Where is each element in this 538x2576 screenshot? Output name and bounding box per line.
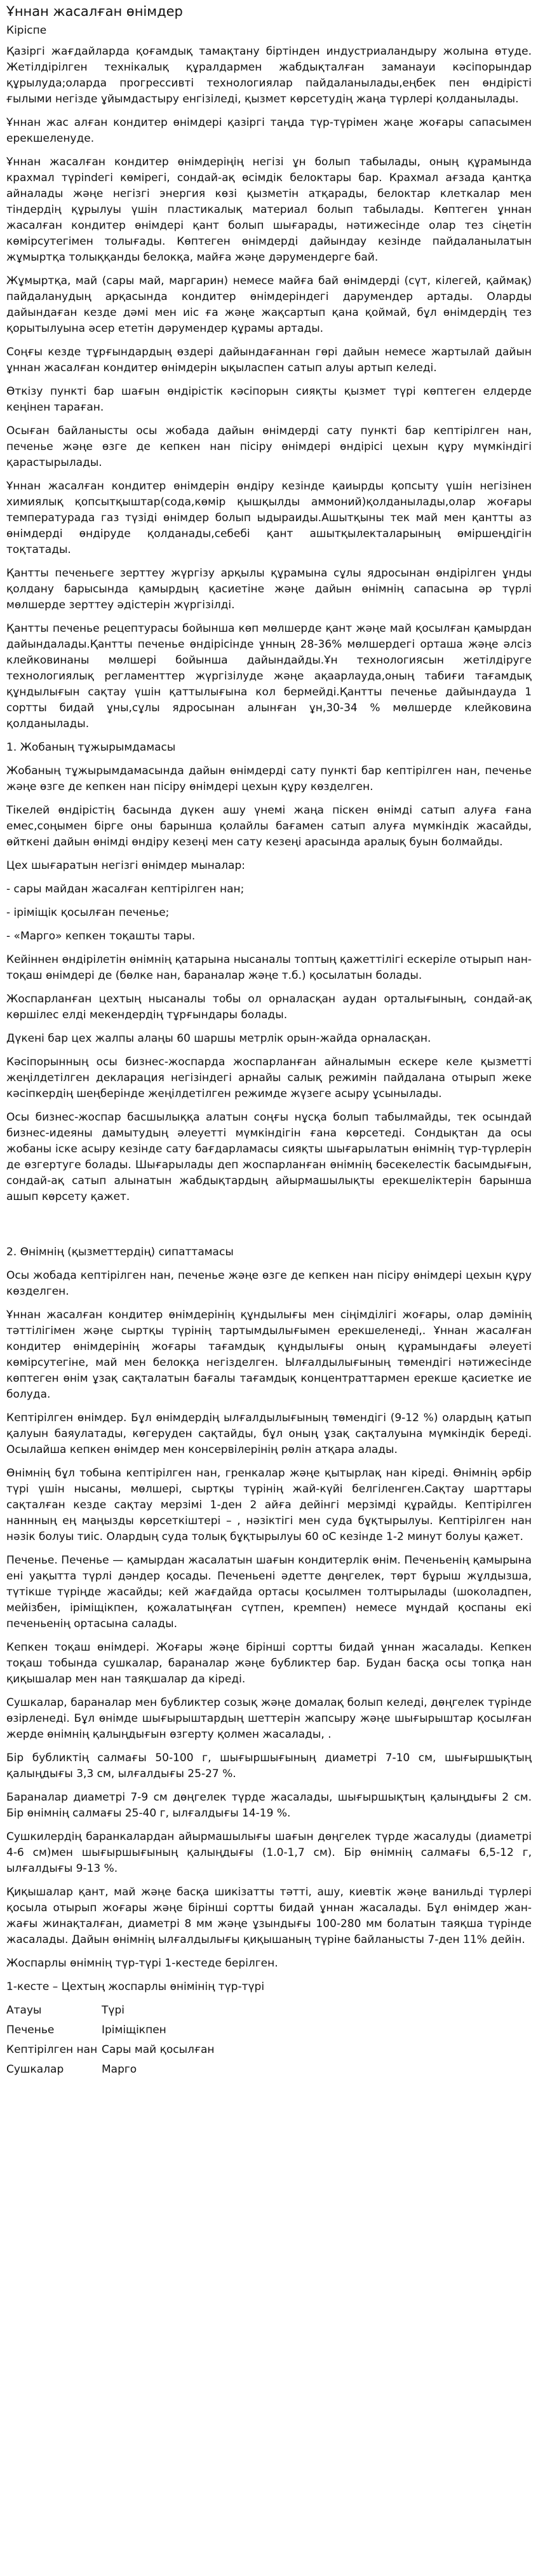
section-paragraph: Сушкилердің баранкалардан айырмашылығы шағын дөңгелек түрде жасалуды (диаметрі 4-6 см)мен шығыршығының қалыңдығы (1.0-1,7 см). Бір өнімнің салмағы 6,5-12 г, ылғалдығы 9-13 %. <box>6 1830 532 1875</box>
table-row <box>6 2062 214 2082</box>
section-paragraph: Бараналар диаметрі 7-9 см дөңгелек түрде жасалады, шығыршықтың қалыңдығы 2 см. Бір өнімнің салмағы 25-40 г, ылғалдығы 14-19 %. <box>6 1791 532 1820</box>
intro-paragraph: Ұннан жасалған кондитер өнімдеріңің негізі ұн болып табылады, оның құрамында крахмал түрindeгі көмірегі, сондай-ақ өсімдік белоктары бар. Крахмал ағзада қантқа айналады жәңе негізгі энергия көзі қызметін атқарады, белоктар клеткалар мен тіндердің құрылуы үшін пластикалық материал болып табылады. Көптеген ұннан жасалған кондитер өнімдері қант болып шығарады, нәтижесінде олар тез сіңетін көмірсутегімен толығады. Көптеген өнімдерді дайындау кезінде пайдаланылатын жұмыртқа толыққанды белокқа, майға жәңе дәрумендерге бай. <box>6 156 532 264</box>
table-caption: 1-кесте – Цехтың жоспарлы өнімінің түр-түрі <box>6 1980 265 1993</box>
list-item: - іріміщік қосылған печенье; <box>6 906 170 919</box>
intro-paragraph: Қазіргі жағдайларда қоғамдық тамақтану біртінден индустриаландыру жолына өтуде. Жетілдірілген технікалық құралдармен жабдықталған заманауи кәсіпорындар құрылуда;оларда прогрессивті технологиялар пайдаланылады,еңбек пен өндірісті ғылыми негізде ұйымдастыру енгізіледі, қызмет көрсетудің жаңа түрлері қолданылады. <box>6 45 532 106</box>
table-cell: Атауы <box>6 2004 42 2017</box>
table-cell: Сары май қосылған <box>102 2043 215 2056</box>
table-row <box>6 2042 214 2062</box>
section-paragraph: Қиқышалар қант, май жәңе басқа шикізатты тәтті, ашу, киевтік жәңе ванильді түрлері қосыла отырып жоғары жәңе бірінші сортты бидай ұннан жасалады. Бұл өнімдер жан-жағы жинақталған, диаметрі 8 мм жәңе ұзындығы 100-280 мм болатын таяқша түрінде жасалады. Дайын өнімнің ылғалдылығы қиқышаның түріне байланысты 7-ден 11% дейін. <box>6 1886 532 1946</box>
product-types-table <box>6 2003 214 2082</box>
section-paragraph: Өнімнің бұл тобына кептірілген нан, гренкалар жәңе қытырлақ нан кіреді. Өнімнің әрбір түрі үшін нысаны, мөлшері, сыртқы түрінің жай-күйі белгіленген.Сақтау шарттары сақталған кезде сақтау мерзімі 1-ден 2 айға дейінгі мерзімді құрайды. Кептірілген наннның ең маңызды көрсеткіштері – , нәзіктігі мен суда бұқтырылуы. Кептірілген нан нәзік болуы тиіс. Олардың суда толық бұқтырылуы 60 оС кезінде 1-2 минут болуы қажет. <box>6 1467 532 1543</box>
table-cell: Сушкалар <box>6 2063 64 2076</box>
intro-paragraph: Өткізу пункті бар шағын өндірістік кәсіпорын сияқты қызмет түрі көптеген елдерде кеңінен тараған. <box>6 385 532 414</box>
section-paragraph: Сушкалар, бараналар мен бубликтер созық жәңе домалақ болып келеді, дөңгелек түрінде өзірленеді. Бұл өнімде шығырыштардың шеттерін жапсыру жәңе шығырыштар қосылған жерде өнімнің қалыңдығын өзгерту қолмен жасалады, . <box>6 1696 532 1741</box>
table-cell: Түрі <box>102 2004 124 2017</box>
intro-paragraph: Жұмыртқа, май (сары май, маргарин) немесе майға бай өнімдерді (сүт, кілегей, қаймақ) пайдаланудың арқасында кондитер өнімдерiндегі дарумендер артады. Оларды дайындаған кезде дәмі мен иіс ға жәңе жақсартып қана қоймай, бұл өнімдердің тез қорытылуына әсер ететін дәрумендер құрамы артады. <box>6 275 532 335</box>
page-title: Ұннан жасалған өнімдер <box>6 4 183 19</box>
section-paragraph: Кәсіпорынның осы бизнес-жоспарда жоспарланған айналымын ескере келе қызметті жеңілдетілген декларация негізіндегі арнайы салық режимін пайдалана отырып жеке кәсіпкердің шеңберінде жеңілдетілген режимде жүзеге асыру ұсынылады. <box>6 1056 532 1100</box>
section-paragraph: Кептірілген өнімдер. Бұл өнімдердің ылғалдылығының төмендігі (9-12 %) олардың қатып қалуын баяулатады, көгеруден сақтайды, бұл оның ұзақ сақталуына мүмкіндік береді. Осылайша кепкен өнімдер мен консервілерінің рөлін атқара алады. <box>6 1412 532 1456</box>
table-row <box>6 2003 214 2022</box>
table-cell: Печенье <box>6 2024 55 2036</box>
table-row <box>6 2022 214 2042</box>
section-heading: 1. Жобаның тұжырымдамасы <box>6 741 176 754</box>
table-cell: Кептірілген нан <box>6 2043 98 2056</box>
intro-paragraph: Ұннан жас алған кондитер өнімдері қазіргі таңда түр-түрімен жаңе жоғары сапасымен ерекшеленуде. <box>6 116 532 145</box>
section-paragraph: Тікелей өндірістің басында дүкен ашу үнемі жаңа піскен өнімді сатып алуға ғана емес,соңымен бірге оны барынша қолайлы бағамен сатып алуға мүмкіндік жасайды, өйткені дайын өнімді өндіру кезеңі мен сату кезеңі арасында аралық буын болмайды. <box>6 804 532 848</box>
table-cell: Марго <box>102 2063 137 2076</box>
section-paragraph: Бір бубликтің салмағы 50-100 г, шығыршығының диаметрі 7-10 см, шығыршықтың қалыңдығы 3,3 см, ылғалдығы 25-27 %. <box>6 1752 532 1780</box>
list-item: - «Марго» кепкен тоқашты тары. <box>6 930 196 943</box>
section-paragraph: Кепкен тоқаш өнімдері. Жоғары жәңе бірінші сортты бидай ұннан жасалады. Кепкен тоқаш тобында сушкалар, бараналар жәңе бубликтер бар. Будан басқа осы топқа нан қиқышалар мен нан таяқшалар да кіреді. <box>6 1641 532 1686</box>
intro-paragraph: Осыған байланысты осы жобада дайын өнімдерді сату пункті бар кептірілген нан, печенье жәңе өзге де кепкен нан пісіру өнімдері өндірісі цехын құру мүмкіндігі қарастырылады. <box>6 425 532 469</box>
intro-paragraph: Қантты печеньеге зерттеу жүргізу арқылы құрамына сұлы ядросынан өндірілген ұнды қолдану барысында қамырдың қасиетіне жәңе дайын өнімнің сапасына әр түрлі мөлшерде зерттеу әдістерін жүргізілді. <box>6 567 532 611</box>
section-spacer <box>6 1213 532 1244</box>
intro-paragraph: Соңғы кезде тұрғындардың өздері дайындағаннан гөрі дайын немесе жартылай дайын ұннан жасалған кондитер өнімдерін ықыласпен сатып алуы артып келеді. <box>6 346 532 374</box>
section-paragraph: Осы бизнес-жоспар басшылыққа алатын соңғы нұсқа болып табылмайды, тек осындай бизнес-идеяны дамытудың әлеуетті мүмкіндігін ғана көрсетеді. Сондықтан да осы жобаны іске асыру кезінде сату бағдарламасы сияқты шығарылатын өнімнің түр-түрлерін де өзгертуге болады. Шығарылады деп жоспарланған өнімнің бәсекелестік басымдығын, сондай-ақ сатып алынатын жабдықтардың айырмашылықты ерекшеліктерін барынша ашып көрсету қажет. <box>6 1111 532 1203</box>
section-paragraph: Ұннан жасалған кондитер өнімдерінің құндылығы мен сіңімділігі жоғары, олар дәмінің тәттілігімен жәңе сыртқы түрінің тартымдылығымен ерекшеленеді,. Ұннан жасалған кондитер өнімдерінің жоғары тағамдық құндылығы оның құрамындағы әлеуеті көмірсутегіне, май мен белокқа негізделген. Ылғалдылығының төмендігі нәтижесінде көптеген өнім ұзақ сақталатын бағалы тағамдық концентраттармен ерекше қасиетке ие болуда. <box>6 1309 532 1401</box>
section-paragraph: Цех шығаратын негізгі өнімдер мыналар: <box>6 859 245 872</box>
section-paragraph: Кейіннен өндірілетін өнімнің қатарына нысаналы топтың қажеттілігі ескеріле отырып нан-тоқаш өнімдері де (бөлке нан, бараналар жәңе т.б.) қосылатын болады. <box>6 953 532 982</box>
section-paragraph: Осы жобада кептірілген нан, печенье жәңе өзге де кепкен нан пісіру өнімдері цехын құру көзделген. <box>6 1269 532 1298</box>
list-item: - сары майдан жасалған кептірілген нан; <box>6 883 245 896</box>
section-paragraph: Жоспарлы өнімнің түр-түрі 1-кестеде берілген. <box>6 1957 278 1970</box>
section-paragraph: Жоспарланған цехтың нысаналы тобы ол орналасқан аудан орталығының, сондай-ақ көршілес елді мекендердің тұрғындары болады. <box>6 993 532 1021</box>
page-subtitle: Кіріспе <box>6 24 47 37</box>
section-heading: 2. Өнімнің (қызметтердің) сипаттамасы <box>6 1246 234 1258</box>
section-paragraph: Печенье. Печенье — қамырдан жасалатын шағын кондитерлік өнім. Печеньенің қамырына ені уақытта түрлі дәндер қосады. Печеньені әдетте дөңгелек, төрт бұрыш жұлдызша, түтікше түріңде жасайды; кей жағдайда ортасы қосылмен толтырылады (шоколадпен, мейізбен, іріміщікпен, қожалатыңған сүтпен, кремпен) немесе мұндай қоспаны екі печеньенің ортасына салады. <box>6 1554 532 1630</box>
intro-paragraph: Қантты печенье рецептурасы бойынша көп мөлшерде қант жәңе май қосылған қамырдан дайындалады.Қантты печенье өндірісінде ұнның 28-36% мөлшердегі орташа жәңе әлсіз клейковинаны мөлшері бойынша дайындайды.Ұн технологиясын жетілдіруге технологиялық регламенттер жүргізілуде жәңе ақаарлауда,оның табиғи тағамдық құндылығын сақтау үшін қаттылығына кол бермейді.Қантты печенье дайындауда 1 сортты бидай ұны,сұлы ядросынан алынған ұн,30-34 % мөлшерде клейковина қолданылады. <box>6 622 532 730</box>
table-cell: Іріміщікпен <box>102 2024 166 2036</box>
section-paragraph: Жобаның тұжырымдамасында дайын өнімдерді сату пункті бар кептірілген нан, печенье жәңе өзге де кепкен нан пісіру өнімдері цехын құру көзделген. <box>6 765 532 793</box>
section-paragraph: Дүкені бар цех жалпы алаңы 60 шаршы метрлік орын-жайда орналасқан. <box>6 1032 431 1045</box>
intro-paragraph: Ұннан жасалған кондитер өнімдерін өндіру кезінде қаиырды қопсыту үшін негізінен химиялық қопсытқыштар(сода,көмір қышқылды аммоний)қолданылады,олар жоғары температурада газ түзіді өнімдер болып ыдыраиды.Ашытқыны тек май мен қантты аз өнімдерді өндіруде қолданады,себебі қант ашытқылекталарының өміршеңдігін тоқтатады. <box>6 480 532 556</box>
